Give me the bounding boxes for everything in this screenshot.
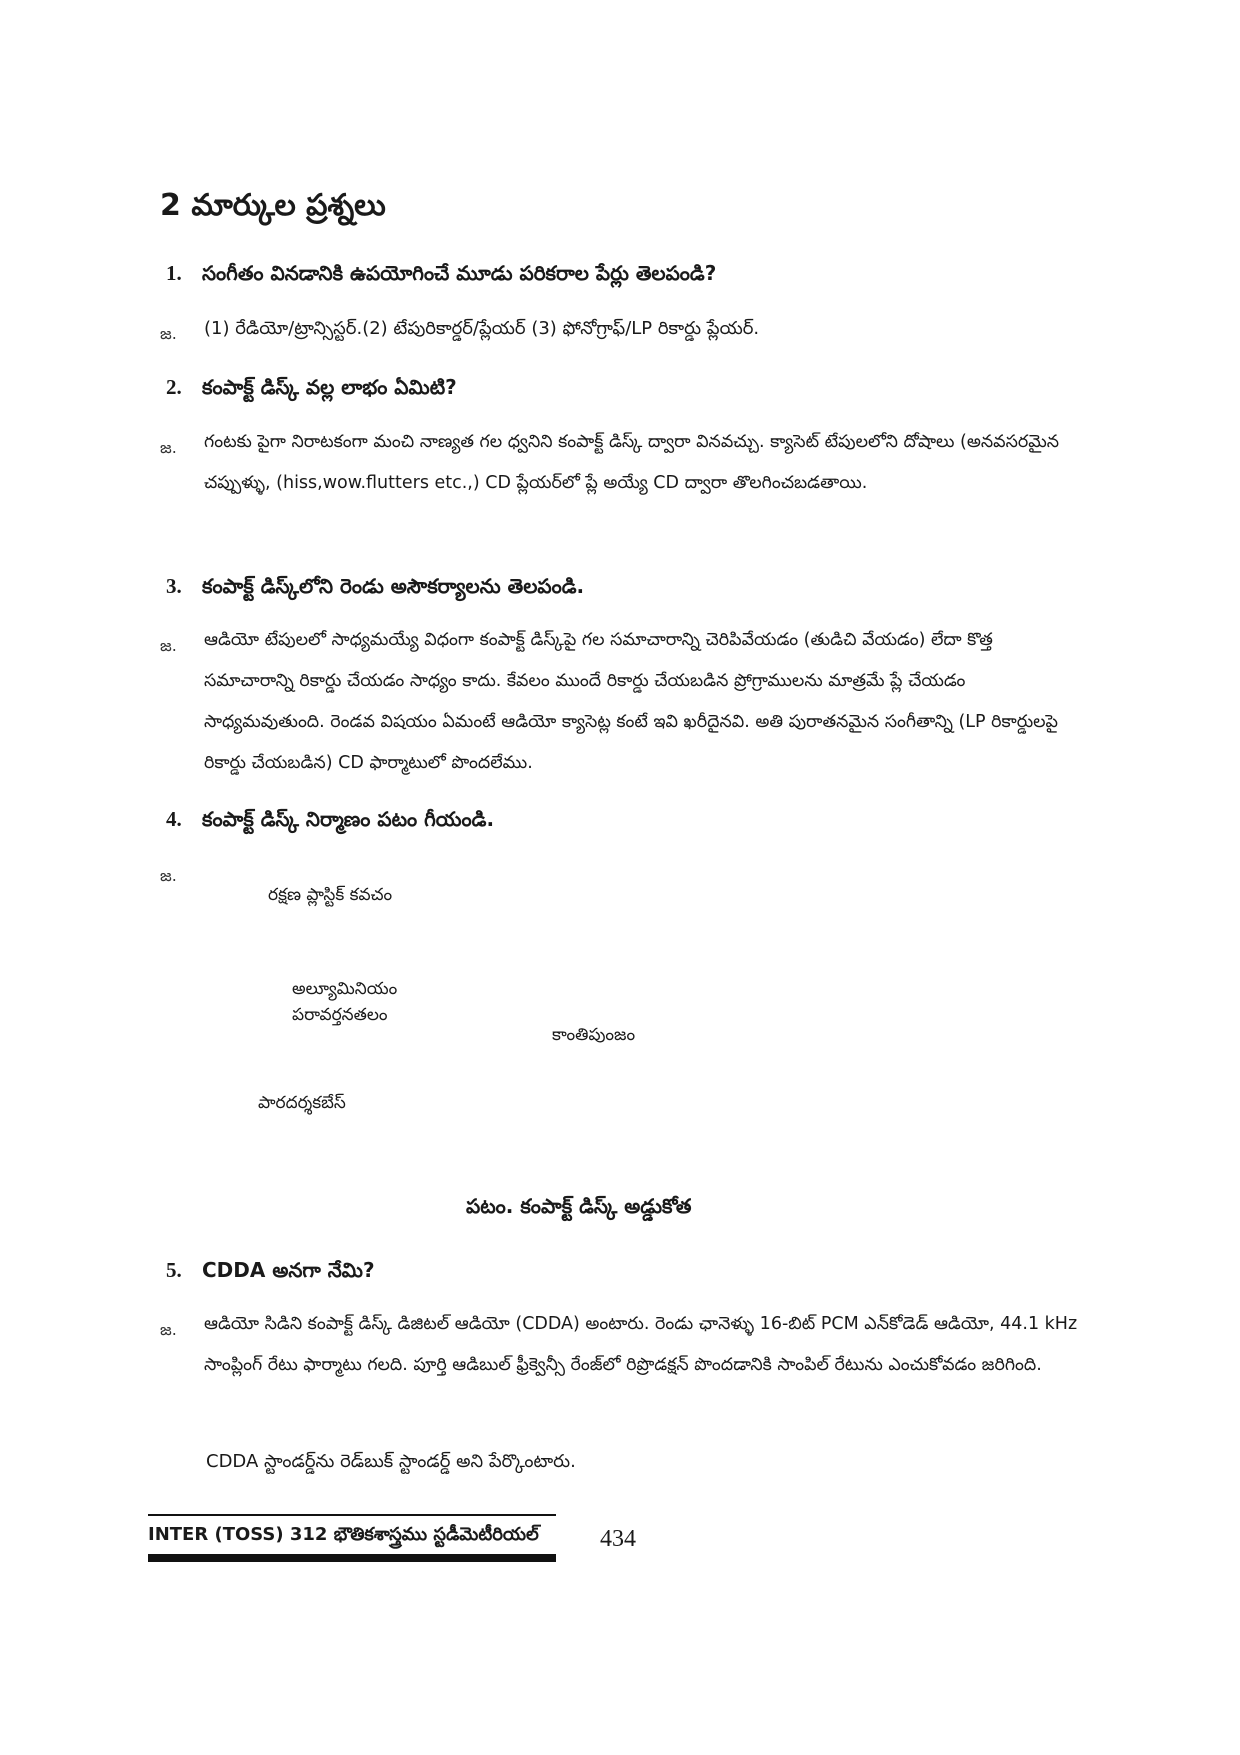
answer-marker: జ. xyxy=(160,866,177,885)
answer-2: గంటకు పైగా నిరాటకంగా మంచి నాణ్యత గల ధ్వనిని కంపాక్ట్ డిస్క్ ద్వారా వినవచ్చు. క్యాసెట్ టేపులలోని దోషాలు (అనవసరమైన చప్పుళ్ళు, (hiss,wow.flutters etc.,) CD ప్లేయర్‌లో ప్లే అయ్యే CD ద్వారా తొలగించబడతాయి. xyxy=(204,432,1060,493)
answer-marker: జ. xyxy=(160,438,177,457)
answer-1: (1) రేడియో/ట్రాన్సిస్టర్.(2) టేపురికార్డర్/ప్లేయర్ (3) ఫోనోగ్రాఫ్/LP రికార్డు ప్లేయర్. xyxy=(204,318,760,339)
answer-marker: జ. xyxy=(160,324,177,343)
figure-caption: పటం. కంపాక్ట్ డిస్క్ అడ్డుకోత xyxy=(466,1194,692,1218)
diagram-label-aluminium xyxy=(292,976,397,1028)
question-number: 4. xyxy=(166,807,182,831)
question-text: కంపాక్ట్ డిస్క్‌లోని రెండు అసౌకర్యాలను తెలపండి. xyxy=(202,574,585,598)
question-text: కంపాక్ట్ డిస్క్ నిర్మాణం పటం గీయండి. xyxy=(202,807,495,831)
section-title: 2 మార్కుల ప్రశ్నలు xyxy=(160,188,386,223)
question-text: CDDA అనగా నేమి? xyxy=(202,1258,375,1282)
answer-marker: జ. xyxy=(160,636,177,655)
question-number: 2. xyxy=(166,375,182,399)
answer-marker: జ. xyxy=(160,1320,177,1339)
page-number: 434 xyxy=(600,1526,636,1552)
diagram-label-base: పారదర్శకబేస్ xyxy=(258,1093,346,1113)
footer-rule-top xyxy=(148,1514,556,1516)
question-4 xyxy=(166,807,494,836)
question-3 xyxy=(166,574,584,603)
question-number: 3. xyxy=(166,574,182,598)
answer-5-extra: CDDA స్టాండర్డ్‌ను రెడ్‌బుక్ స్టాండర్డ్ అని పేర్కొంటారు. xyxy=(206,1451,576,1472)
footer-rule-bottom xyxy=(148,1554,556,1562)
footer-text: INTER (TOSS) 312 భౌతికశాస్త్రము స్టడీమెటీరియల్ xyxy=(148,1524,539,1545)
question-text: కంపాక్ట్ డిస్క్ వల్ల లాభం ఏమిటి? xyxy=(202,375,457,399)
question-2 xyxy=(166,375,457,404)
question-text: సంగీతం వినడానికి ఉపయోగించే మూడు పరికరాల పేర్లు తెలపండి? xyxy=(202,261,717,285)
question-number: 5. xyxy=(166,1258,182,1282)
answer-3: ఆడియో టేపులలో సాధ్యమయ్యే విధంగా కంపాక్ట్ డిస్క్‌పై గల సమాచారాన్ని చెరిపివేయడం (తుడిచి వేయడం) లేదా కొత్త సమాచారాన్ని రికార్డు చేయడం సాధ్యం కాదు. కేవలం ముందే రికార్డు చేయబడిన ప్రోగ్రాములను మాత్రమే ప్లే చేయడం సాధ్యమవుతుంది. రెండవ విషయం ఏమంటే ఆడియో క్యాసెట్ల కంటే ఇవి ఖరీదైనవి. అతి పురాతనమైన సంగీతాన్ని (LP రికార్డులపై రికార్డు చేయబడిన) CD ఫార్మాటులో పొందలేము. xyxy=(204,630,1059,773)
diagram-label-coating: రక్షణ ప్లాస్టిక్ కవచం xyxy=(268,885,393,905)
diagram-label-aluminium-line2: పరావర్తనతలం xyxy=(292,1005,388,1025)
answer-5: ఆడియో సిడిని కంపాక్ట్ డిస్క్ డిజిటల్ ఆడియో (CDDA) అంటారు. రెండు ఛానెళ్ళు 16-బిట్ PCM ఎన్‌కోడెడ్ ఆడియో, 44.1 kHz సాంప్లింగ్ రేటు ఫార్మాటు గలది. పూర్తి ఆడిబుల్ ఫ్రీక్వెన్సీ రేంజ్‌లో రిప్రొడక్షన్ పొందడానికి సాంపిల్ రేటును ఎంచుకోవడం జరిగింది. xyxy=(204,1314,1078,1375)
question-1 xyxy=(166,261,716,290)
question-number: 1. xyxy=(166,261,182,285)
diagram-label-beam: కాంతిపుంజం xyxy=(552,1025,636,1045)
diagram-label-aluminium-line1: అల్యూమినియం xyxy=(292,979,398,999)
question-5 xyxy=(166,1258,375,1287)
